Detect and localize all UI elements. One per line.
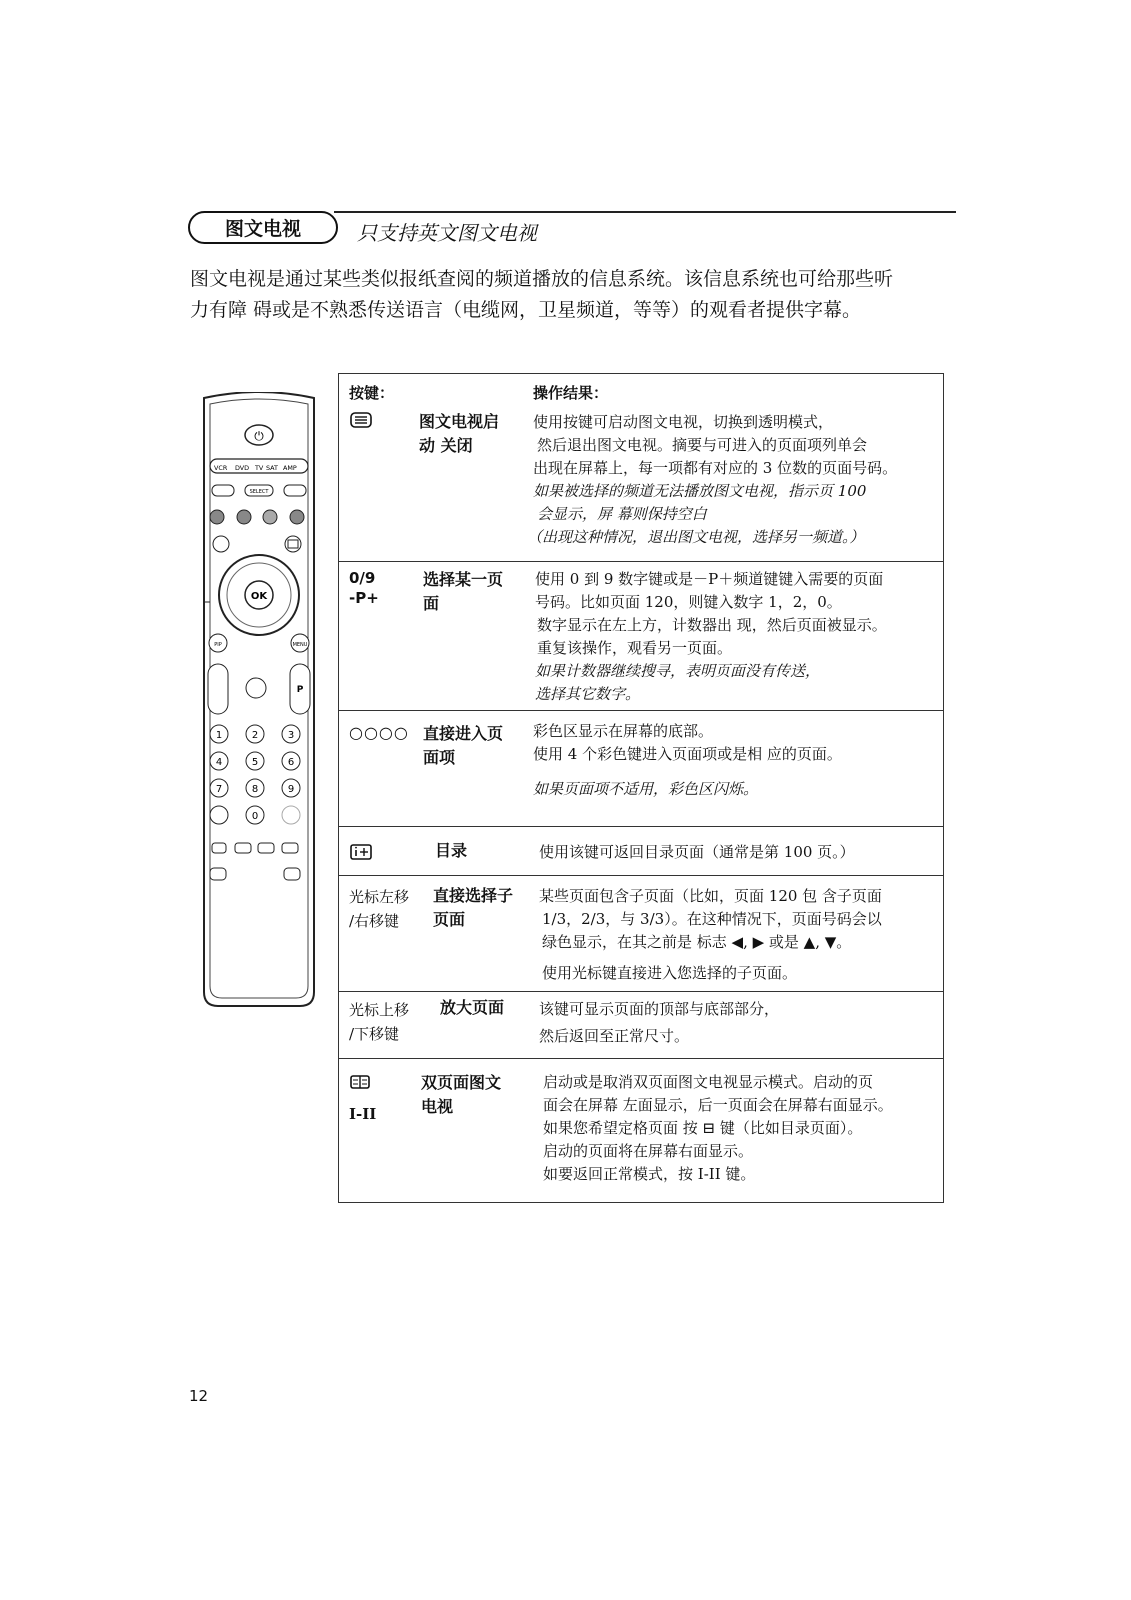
color-keys-label: ○○○○: [349, 723, 409, 742]
digit-label: 7: [215, 784, 223, 795]
mute-button[interactable]: [246, 678, 266, 698]
digit-label: 2: [251, 730, 259, 741]
digit-label: 0: [251, 811, 259, 822]
table-row: [339, 1058, 943, 1204]
result-line: 如果计数器继续搜寻，表明页面没有传送，: [535, 662, 821, 680]
key-label: 光标上移 /下移键: [349, 1001, 410, 1043]
function-line: 直接进入页: [423, 724, 504, 743]
function-line: 页面: [433, 910, 466, 929]
result-line: 彩色区显示在屏幕的底部。: [533, 722, 714, 740]
digit-label: 1: [215, 730, 223, 741]
index-icon: [350, 844, 372, 860]
result-line: 面会在屏幕 左面显示，后一页面会在屏幕右面显示。: [543, 1096, 893, 1114]
col-header-key: 按键：: [349, 384, 395, 402]
header-rule: [334, 211, 956, 213]
table-row: [339, 374, 943, 562]
svg-text:⏻: ⏻: [254, 429, 264, 443]
col-header-result: 操作结果：: [533, 384, 609, 402]
volume-rocker[interactable]: [208, 664, 228, 714]
function-line: 图文电视启: [419, 412, 500, 431]
result-line: （出现这种情况，退出图文电视，选择另一频道。）: [527, 528, 865, 546]
result-text: [539, 998, 779, 1048]
function-line: 动 关闭: [419, 436, 473, 455]
table-row: [339, 710, 943, 827]
function-name: [421, 1071, 525, 1119]
function-name: 放大页面: [440, 998, 505, 1017]
result-line: 使用该键可返回目录页面（通常是第 100 页。）: [539, 843, 855, 861]
function-line: 电视: [421, 1097, 454, 1116]
power-button[interactable]: [245, 425, 273, 445]
function-line: 选择某一页: [423, 570, 504, 589]
dual-key-label: I-II: [349, 1105, 377, 1123]
key-function-table: [338, 373, 944, 1203]
result-line: 1/3，2/3，与 3/3）。在这种情况下，页面号码会以: [542, 910, 882, 928]
result-line: 某些页面包含子页面（比如，页面 120 包 含子页面: [539, 887, 882, 905]
result-line: 该键可显示页面的顶部与底部部分，: [539, 1000, 780, 1018]
teletext-icon: [350, 412, 372, 428]
digit-label: 5: [251, 757, 259, 768]
svg-text:OK: OK: [250, 591, 268, 602]
result-line: 号码。比如页面 120，则键入数字 1，2，0。: [535, 593, 842, 611]
function-name: [423, 722, 523, 770]
green-button[interactable]: [237, 510, 251, 524]
result-line: 然后返回至正常尺寸。: [539, 1027, 690, 1045]
surround-button[interactable]: [284, 868, 300, 880]
source-tv[interactable]: TV: [255, 464, 264, 472]
format-button[interactable]: [282, 843, 298, 853]
teletext-button[interactable]: [285, 536, 301, 552]
prev-channel-button[interactable]: [282, 806, 300, 824]
digit-label: 8: [251, 784, 259, 795]
digit-label: 4: [215, 757, 223, 768]
info-button[interactable]: [210, 806, 228, 824]
function-line: 面: [423, 594, 440, 613]
function-line: 面项: [423, 748, 456, 767]
result-line: 使用 4 个彩色键进入页面项或是相 应的页面。: [533, 745, 842, 763]
result-line: 会显示，屏 幕则保持空白: [537, 505, 707, 523]
red-button[interactable]: [210, 510, 224, 524]
intro-paragraph: [190, 264, 950, 326]
program-label: P: [296, 685, 304, 695]
result-line: 如果页面项不适用，彩色区闪烁。: [533, 780, 759, 798]
table-row: [339, 991, 943, 1059]
dual-page-icon: [350, 1075, 370, 1089]
result-line: 使用按键可启动图文电视，切换到透明模式，: [533, 413, 834, 431]
function-name: 目录: [435, 841, 468, 860]
blue-button[interactable]: [290, 510, 304, 524]
result-text: [527, 411, 898, 549]
result-line: 出现在屏幕上，每一项都有对应的 3 位数的页面号码。: [533, 459, 898, 477]
source-dvd[interactable]: DVD: [235, 464, 250, 472]
intro-line: 力有障 碍或是不熟悉传送语言（电缆网，卫星频道，等等）的观看者提供字幕。: [190, 299, 862, 321]
page-number: 12: [189, 1387, 209, 1405]
result-text: [539, 885, 882, 985]
digit-label: 6: [287, 757, 295, 768]
pip-label: PIP: [214, 642, 222, 648]
dual-button[interactable]: [235, 843, 251, 853]
key-label: 光标左移 /右移键: [349, 888, 410, 930]
menu-label: MENU: [292, 642, 308, 648]
remote-control-illustration: [200, 392, 318, 1009]
source-vcr[interactable]: VCR: [214, 464, 228, 472]
section-subtitle: 只支持英文图文电视: [357, 221, 537, 245]
sleep-button[interactable]: [212, 843, 226, 853]
section-badge: 图文电视: [188, 211, 338, 244]
hold-button[interactable]: [258, 843, 274, 853]
pause-button[interactable]: [213, 536, 229, 552]
result-line: 使用光标键直接进入您选择的子页面。: [542, 964, 798, 982]
result-line: 启动或是取消双页面图文电视显示模式。启动的页: [543, 1073, 874, 1091]
function-name: [419, 410, 524, 458]
result-line: 然后退出图文电视。摘要与可进入的页面项列单会: [537, 436, 868, 454]
av-button[interactable]: [212, 485, 234, 496]
table-row: [339, 826, 943, 876]
result-text: [535, 568, 887, 706]
result-line: 使用 0 到 9 数字键或是－P＋频道键键入需要的页面: [535, 570, 884, 588]
result-line: 数字显示在左上方，计数器出 现，然后页面被显示。: [537, 616, 887, 634]
intro-line: 图文电视是通过某些类似报纸查阅的频道播放的信息系统。该信息系统也可给那些听: [190, 268, 894, 290]
result-line: 如果被选择的频道无法播放图文电视，指示页 100: [533, 482, 867, 500]
result-line: 如果您希望定格页面 按 ⊟ 键（比如目录页面）。: [543, 1119, 863, 1137]
result-line: 如要返回正常模式，按 I-II 键。: [543, 1165, 756, 1183]
sound-button[interactable]: [210, 868, 226, 880]
result-text: [533, 720, 842, 801]
ffwd-button[interactable]: [284, 485, 306, 496]
result-text: [539, 841, 855, 864]
select-label: SELECT: [249, 489, 269, 495]
ok-button[interactable]: [245, 581, 273, 609]
digit-label: 9: [287, 784, 295, 795]
result-line: 重复该操作，观看另一页面。: [537, 639, 733, 657]
yellow-button[interactable]: [263, 510, 277, 524]
result-line: 启动的页面将在屏幕右面显示。: [543, 1142, 754, 1160]
source-sat[interactable]: SAT: [266, 464, 278, 472]
result-line: 绿色显示，在其之前是 标志 ◀, ▶ 或是 ▲, ▼。: [542, 933, 852, 951]
function-name: [423, 568, 523, 616]
result-text: [543, 1071, 893, 1186]
source-amp[interactable]: AMP: [283, 464, 297, 472]
function-line: 直接选择子: [433, 886, 514, 905]
table-row: [339, 561, 943, 711]
function-name: [433, 884, 533, 932]
key-label: 0/9 -P+: [349, 569, 379, 607]
table-row: [339, 875, 943, 992]
function-line: 双页面图文: [421, 1073, 502, 1092]
result-line: 选择其它数字。: [535, 685, 641, 703]
digit-label: 3: [287, 730, 295, 741]
